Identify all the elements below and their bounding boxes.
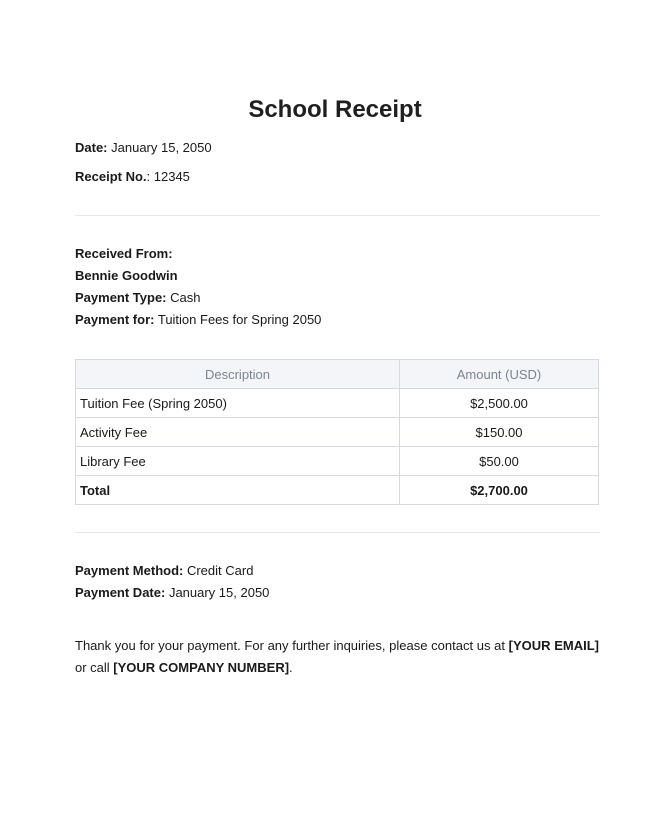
phone-placeholder: [YOUR COMPANY NUMBER] (113, 660, 290, 675)
row-amount: $2,500.00 (400, 389, 599, 418)
receipt-number-value: 12345 (153, 169, 190, 184)
page-title: School Receipt (248, 96, 422, 123)
payer-name-text: Bennie Goodwin (75, 268, 178, 283)
thank-you-note (75, 635, 599, 679)
receipt-number-label: Receipt No. (75, 169, 147, 184)
payment-type (75, 290, 201, 306)
column-header-amount: Amount (USD) (400, 360, 599, 389)
payment-type-label: Payment Type: (75, 290, 167, 305)
closing-period: . (289, 660, 293, 675)
divider (75, 532, 600, 533)
received-from-heading (75, 246, 173, 262)
receipt-number-sep: : (146, 169, 151, 184)
payment-for-value: Tuition Fees for Spring 2050 (157, 312, 322, 327)
email-placeholder: [YOUR EMAIL] (508, 638, 599, 653)
payer-name (75, 268, 178, 284)
row-amount: $150.00 (400, 418, 599, 447)
payment-for (75, 312, 321, 328)
receipt-number (75, 169, 190, 185)
table-row (76, 389, 599, 418)
call-text: or call (75, 660, 114, 675)
row-description: Tuition Fee (Spring 2050) (76, 389, 400, 418)
table-total-row (76, 476, 599, 505)
receipt-date (75, 140, 212, 156)
total-amount: $2,700.00 (400, 476, 599, 505)
date-label: Date: (75, 140, 108, 155)
table-row (76, 418, 599, 447)
payment-date-value: January 15, 2050 (168, 585, 270, 600)
payment-method-label: Payment Method: (75, 563, 184, 578)
date-value: January 15, 2050 (111, 140, 212, 155)
thank-you-text: Thank you for your payment. For any further inquiries, please contact us at (75, 638, 509, 653)
table-header-row (76, 360, 599, 389)
row-description: Activity Fee (76, 418, 400, 447)
received-from-label: Received From: (75, 246, 173, 261)
row-description: Library Fee (76, 447, 400, 476)
total-label: Total (76, 476, 400, 505)
column-header-description: Description (76, 360, 400, 389)
fees-table (75, 359, 599, 505)
payment-method-value: Credit Card (186, 563, 254, 578)
divider (75, 215, 600, 216)
table-row (76, 447, 599, 476)
payment-date (75, 585, 269, 601)
payment-for-label: Payment for: (75, 312, 155, 327)
payment-date-label: Payment Date: (75, 585, 166, 600)
payment-method (75, 563, 253, 579)
row-amount: $50.00 (400, 447, 599, 476)
payment-type-value: Cash (170, 290, 201, 305)
